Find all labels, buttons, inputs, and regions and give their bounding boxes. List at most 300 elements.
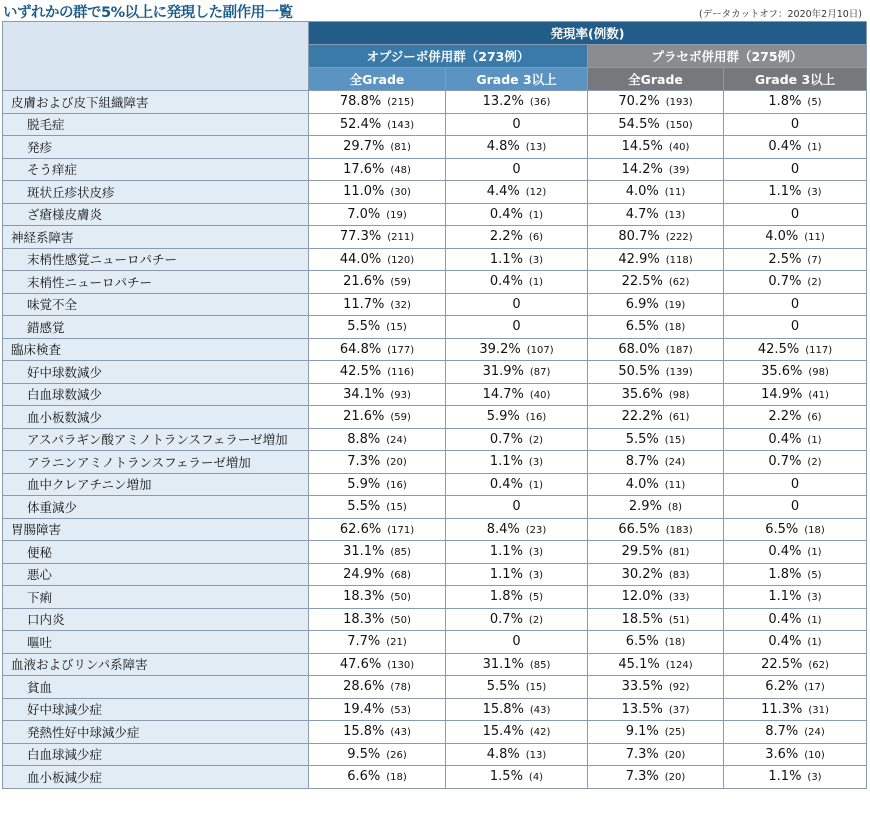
cell-placebo-grade3 — [724, 338, 867, 361]
cell-opdivo-grade3 — [446, 473, 588, 496]
rate-value: 1.1% — [489, 454, 523, 470]
reaction-label: 斑状丘疹状皮疹 — [3, 181, 309, 204]
rate-value: 8.7% — [625, 454, 659, 470]
case-count: (12) — [525, 187, 547, 199]
rate-value: 0.4% — [768, 139, 802, 155]
cell-placebo-grade3 — [724, 406, 867, 429]
rate-value: 0.7% — [768, 274, 802, 290]
case-count: (222) — [665, 232, 693, 244]
case-count: (1) — [528, 209, 544, 221]
cell-opdivo-grade3 — [446, 653, 588, 676]
rate-value: 47.6% — [339, 656, 382, 672]
rate-value: 42.9% — [618, 251, 660, 267]
rate-value: 6.5% — [625, 319, 659, 335]
cell-opdivo-all-grade — [309, 518, 446, 541]
rate-value: 4.8% — [486, 139, 520, 155]
rate-value: 66.5% — [618, 521, 660, 537]
rate-value: 42.5% — [757, 341, 800, 357]
cell-placebo-grade3 — [724, 698, 867, 721]
case-count: (3) — [528, 547, 544, 559]
cell-opdivo-grade3 — [446, 293, 588, 316]
rate-value: 18.5% — [621, 611, 663, 627]
cell-opdivo-grade3 — [446, 406, 588, 429]
cell-placebo-grade3 — [724, 766, 867, 789]
case-count: (20) — [664, 749, 686, 761]
rate-value: 0 — [790, 476, 800, 492]
reaction-label: 錯感覚 — [3, 316, 309, 339]
table-row — [3, 451, 867, 474]
case-count: (17) — [804, 682, 825, 694]
case-count: (41) — [808, 389, 829, 401]
cell-opdivo-grade3 — [446, 383, 588, 406]
cell-placebo-grade3 — [724, 226, 867, 249]
rate-value: 4.4% — [486, 184, 520, 200]
cell-opdivo-grade3 — [446, 181, 588, 204]
rate-value: 22.5% — [761, 656, 803, 672]
rate-value: 0 — [790, 116, 800, 132]
cell-placebo-all-grade — [588, 271, 724, 294]
reaction-label: 発疹 — [3, 136, 309, 159]
cell-placebo-all-grade — [588, 766, 724, 789]
cell-opdivo-all-grade — [309, 383, 446, 406]
cell-placebo-all-grade — [588, 541, 724, 564]
cell-placebo-all-grade — [588, 698, 724, 721]
case-count: (15) — [664, 434, 686, 446]
rate-value: 0.4% — [768, 544, 802, 560]
case-count: (68) — [390, 569, 411, 581]
rate-value: 2.9% — [628, 499, 662, 515]
case-count: (48) — [390, 164, 411, 176]
case-count: (11) — [664, 187, 686, 199]
category-label: 皮膚および皮下組織障害 — [3, 91, 309, 114]
rate-value: 45.1% — [618, 656, 660, 672]
table-row — [3, 338, 867, 361]
case-count: (5) — [528, 592, 544, 604]
cell-opdivo-all-grade — [309, 721, 446, 744]
cell-placebo-grade3 — [724, 721, 867, 744]
cell-opdivo-grade3 — [446, 676, 588, 699]
rate-value: 0.4% — [489, 206, 523, 222]
table-row — [3, 226, 867, 249]
category-label: 神経系障害 — [3, 226, 309, 249]
rate-value: 2.2% — [768, 409, 802, 425]
rate-value: 0.7% — [768, 454, 802, 470]
case-count: (87) — [529, 367, 551, 379]
cell-placebo-grade3 — [724, 316, 867, 339]
case-count: (19) — [386, 209, 407, 221]
rate-value: 6.5% — [765, 521, 799, 537]
rate-value: 1.1% — [489, 566, 523, 582]
case-count: (42) — [529, 727, 551, 739]
table-row — [3, 248, 867, 271]
cell-opdivo-all-grade — [309, 181, 446, 204]
rate-value: 33.5% — [621, 679, 663, 695]
case-count: (1) — [807, 142, 822, 154]
cell-placebo-grade3 — [724, 518, 867, 541]
cell-placebo-all-grade — [588, 181, 724, 204]
case-count: (26) — [386, 749, 407, 761]
case-count: (117) — [805, 344, 833, 356]
case-count: (18) — [804, 524, 825, 536]
rate-value: 22.2% — [621, 409, 663, 425]
case-count: (40) — [668, 142, 690, 154]
case-count: (59) — [390, 277, 411, 289]
case-count: (39) — [668, 164, 690, 176]
reaction-label: ざ瘡様皮膚炎 — [3, 203, 309, 226]
rate-value: 31.9% — [482, 364, 524, 380]
case-count: (1) — [807, 614, 822, 626]
rate-value: 1.1% — [489, 251, 523, 267]
case-count: (5) — [807, 97, 822, 109]
cell-placebo-grade3 — [724, 541, 867, 564]
cell-opdivo-grade3 — [446, 721, 588, 744]
cell-placebo-all-grade — [588, 496, 724, 519]
rate-value: 7.3% — [347, 454, 381, 470]
cell-placebo-all-grade — [588, 473, 724, 496]
rate-value: 21.6% — [343, 274, 385, 290]
rate-value: 35.6% — [761, 364, 803, 380]
rate-value: 78.8% — [339, 94, 382, 110]
rate-value: 14.7% — [482, 386, 524, 402]
cell-opdivo-all-grade — [309, 608, 446, 631]
rate-value: 12.0% — [621, 589, 663, 605]
rate-value: 5.5% — [625, 431, 659, 447]
cell-opdivo-grade3 — [446, 226, 588, 249]
cell-placebo-grade3 — [724, 113, 867, 136]
rate-value: 24.9% — [343, 566, 385, 582]
case-count: (15) — [525, 682, 547, 694]
cell-placebo-all-grade — [588, 451, 724, 474]
case-count: (1) — [528, 479, 544, 491]
rate-value: 6.9% — [625, 296, 659, 312]
cell-opdivo-all-grade — [309, 743, 446, 766]
cell-opdivo-all-grade — [309, 473, 446, 496]
rate-value: 3.6% — [765, 746, 799, 762]
rate-value: 35.6% — [621, 386, 663, 402]
rate-value: 31.1% — [482, 656, 524, 672]
reaction-label: 下痢 — [3, 586, 309, 609]
case-count: (177) — [387, 344, 415, 356]
cell-placebo-grade3 — [724, 563, 867, 586]
rate-value: 0.4% — [489, 274, 523, 290]
cell-opdivo-grade3 — [446, 158, 588, 181]
rate-value: 64.8% — [339, 341, 382, 357]
case-count: (1) — [807, 434, 822, 446]
table-row — [3, 181, 867, 204]
case-count: (215) — [387, 97, 415, 109]
case-count: (183) — [665, 524, 693, 536]
rate-value: 42.5% — [339, 364, 382, 380]
table-row — [3, 496, 867, 519]
table-row — [3, 743, 867, 766]
case-count: (93) — [390, 389, 411, 401]
case-count: (62) — [808, 659, 829, 671]
rate-value: 77.3% — [339, 229, 382, 245]
table-row — [3, 91, 867, 114]
case-count: (36) — [529, 97, 551, 109]
rate-value: 68.0% — [618, 341, 660, 357]
case-count: (20) — [664, 772, 686, 784]
cell-placebo-grade3 — [724, 248, 867, 271]
case-count: (193) — [665, 97, 693, 109]
cell-opdivo-all-grade — [309, 248, 446, 271]
cell-placebo-grade3 — [724, 743, 867, 766]
case-count: (3) — [807, 592, 822, 604]
data-cutoff-note: (データカットオフ：2020年2月10日) — [698, 9, 862, 20]
rate-value: 0.7% — [489, 431, 523, 447]
page-title: いずれかの群で5%以上に発現した副作用一覧 — [3, 5, 293, 21]
rate-value: 14.2% — [621, 161, 663, 177]
cell-opdivo-grade3 — [446, 136, 588, 159]
reaction-label: 味覚不全 — [3, 293, 309, 316]
rate-value: 1.8% — [768, 94, 802, 110]
table-row — [3, 608, 867, 631]
cell-placebo-all-grade — [588, 586, 724, 609]
case-count: (40) — [529, 389, 551, 401]
table-row — [3, 766, 867, 789]
case-count: (107) — [526, 344, 554, 356]
cell-opdivo-all-grade — [309, 91, 446, 114]
rate-value: 1.1% — [768, 589, 802, 605]
case-count: (24) — [386, 434, 407, 446]
rate-value: 5.9% — [486, 409, 520, 425]
case-count: (13) — [525, 142, 547, 154]
case-count: (118) — [665, 254, 693, 266]
table-row — [3, 203, 867, 226]
cell-placebo-all-grade — [588, 158, 724, 181]
table-row — [3, 586, 867, 609]
cell-placebo-all-grade — [588, 293, 724, 316]
cell-opdivo-all-grade — [309, 113, 446, 136]
rate-value: 1.8% — [489, 589, 523, 605]
table-row — [3, 541, 867, 564]
cell-placebo-all-grade — [588, 676, 724, 699]
rate-value: 1.1% — [489, 544, 523, 560]
reaction-label: 血小板数減少 — [3, 406, 309, 429]
cell-placebo-all-grade — [588, 361, 724, 384]
cell-opdivo-grade3 — [446, 271, 588, 294]
rate-value: 0 — [790, 319, 800, 335]
case-count: (18) — [664, 322, 686, 334]
rate-value: 39.2% — [479, 341, 521, 357]
table-row — [3, 676, 867, 699]
rate-value: 0.7% — [489, 611, 523, 627]
case-count: (18) — [664, 637, 686, 649]
rate-value: 7.0% — [347, 206, 381, 222]
table-row — [3, 698, 867, 721]
case-count: (24) — [804, 727, 825, 739]
case-count: (53) — [390, 704, 411, 716]
cell-opdivo-all-grade — [309, 271, 446, 294]
case-count: (15) — [386, 322, 407, 334]
cell-placebo-all-grade — [588, 743, 724, 766]
cell-opdivo-grade3 — [446, 541, 588, 564]
rate-value: 0.4% — [768, 431, 802, 447]
case-count: (15) — [386, 502, 407, 514]
cell-opdivo-grade3 — [446, 248, 588, 271]
rate-value: 4.7% — [625, 206, 659, 222]
cell-opdivo-all-grade — [309, 766, 446, 789]
case-count: (150) — [665, 119, 693, 131]
case-count: (19) — [664, 299, 686, 311]
table-row — [3, 271, 867, 294]
rate-value: 7.3% — [625, 746, 659, 762]
rate-value: 0 — [512, 319, 521, 335]
cell-placebo-grade3 — [724, 676, 867, 699]
reaction-label: 脱毛症 — [3, 113, 309, 136]
cell-opdivo-all-grade — [309, 203, 446, 226]
case-count: (120) — [387, 254, 415, 266]
case-count: (51) — [668, 614, 690, 626]
cell-opdivo-grade3 — [446, 316, 588, 339]
rate-value: 44.0% — [339, 251, 382, 267]
reaction-label: 好中球減少症 — [3, 698, 309, 721]
table-row — [3, 721, 867, 744]
cell-placebo-grade3 — [724, 293, 867, 316]
case-count: (98) — [668, 389, 690, 401]
header-group-opdivo: オプジーボ併用群（273例） — [309, 45, 588, 68]
rate-value: 7.7% — [347, 634, 381, 650]
case-count: (37) — [668, 704, 690, 716]
case-count: (3) — [528, 457, 544, 469]
header-placebo-all-grade: 全Grade — [588, 68, 724, 91]
rate-value: 11.3% — [761, 701, 803, 717]
cell-placebo-grade3 — [724, 203, 867, 226]
case-count: (23) — [525, 524, 547, 536]
rate-value: 6.5% — [625, 634, 659, 650]
rate-value: 8.4% — [486, 521, 520, 537]
table-body — [3, 91, 867, 789]
case-count: (50) — [390, 592, 411, 604]
cell-placebo-grade3 — [724, 586, 867, 609]
case-count: (187) — [665, 344, 693, 356]
rate-value: 6.2% — [765, 679, 799, 695]
cell-placebo-grade3 — [724, 136, 867, 159]
cell-opdivo-grade3 — [446, 766, 588, 789]
reaction-label: アラニンアミノトランスフェラーゼ増加 — [3, 451, 309, 474]
header-placebo-grade3: Grade 3以上 — [724, 68, 867, 91]
cell-placebo-grade3 — [724, 653, 867, 676]
rate-value: 4.8% — [486, 746, 520, 762]
case-count: (3) — [528, 569, 544, 581]
rate-value: 21.6% — [343, 409, 385, 425]
case-count: (139) — [665, 367, 693, 379]
cell-placebo-all-grade — [588, 518, 724, 541]
case-count: (59) — [390, 412, 411, 424]
cell-placebo-grade3 — [724, 496, 867, 519]
case-count: (16) — [386, 479, 407, 491]
case-count: (30) — [390, 187, 411, 199]
cell-opdivo-grade3 — [446, 361, 588, 384]
rate-value: 80.7% — [618, 229, 660, 245]
cell-opdivo-grade3 — [446, 698, 588, 721]
case-count: (10) — [804, 749, 825, 761]
cell-placebo-all-grade — [588, 113, 724, 136]
rate-value: 1.1% — [768, 769, 802, 785]
case-count: (2) — [807, 457, 822, 469]
case-count: (124) — [665, 659, 693, 671]
rate-value: 0.4% — [768, 611, 802, 627]
table-row — [3, 518, 867, 541]
cell-placebo-all-grade — [588, 721, 724, 744]
case-count: (25) — [664, 727, 686, 739]
adverse-reactions-table — [2, 21, 867, 789]
case-count: (2) — [528, 434, 544, 446]
rate-value: 0 — [512, 161, 521, 177]
table-row — [3, 136, 867, 159]
cell-opdivo-grade3 — [446, 608, 588, 631]
rate-value: 29.5% — [621, 544, 663, 560]
reaction-label: 血中クレアチニン増加 — [3, 473, 309, 496]
reaction-label: 貧血 — [3, 676, 309, 699]
category-label: 胃腸障害 — [3, 518, 309, 541]
reaction-label: 便秘 — [3, 541, 309, 564]
case-count: (43) — [390, 727, 411, 739]
case-count: (61) — [668, 412, 690, 424]
cell-placebo-grade3 — [724, 271, 867, 294]
rate-value: 1.1% — [768, 184, 802, 200]
rate-value: 62.6% — [339, 521, 382, 537]
reaction-label: 悪心 — [3, 563, 309, 586]
rate-value: 9.1% — [625, 724, 659, 740]
reaction-label: 末梢性ニューロパチー — [3, 271, 309, 294]
case-count: (5) — [807, 569, 822, 581]
cell-opdivo-all-grade — [309, 586, 446, 609]
cell-opdivo-grade3 — [446, 451, 588, 474]
rate-value: 0 — [790, 161, 800, 177]
case-count: (16) — [525, 412, 547, 424]
cell-opdivo-all-grade — [309, 496, 446, 519]
case-count: (13) — [664, 209, 686, 221]
table-row — [3, 653, 867, 676]
table-row — [3, 383, 867, 406]
case-count: (81) — [668, 547, 690, 559]
case-count: (85) — [390, 547, 411, 559]
cell-placebo-grade3 — [724, 608, 867, 631]
case-count: (21) — [386, 637, 407, 649]
rate-value: 0 — [512, 634, 521, 650]
case-count: (1) — [528, 277, 544, 289]
cell-placebo-all-grade — [588, 428, 724, 451]
rate-value: 29.7% — [343, 139, 385, 155]
rate-value: 1.8% — [768, 566, 802, 582]
cell-placebo-all-grade — [588, 91, 724, 114]
cell-placebo-all-grade — [588, 631, 724, 654]
category-label: 血液およびリンパ系障害 — [3, 653, 309, 676]
table-row — [3, 293, 867, 316]
case-count: (3) — [807, 772, 822, 784]
rate-value: 11.0% — [343, 184, 385, 200]
case-count: (211) — [387, 232, 415, 244]
cell-opdivo-grade3 — [446, 428, 588, 451]
cell-placebo-all-grade — [588, 248, 724, 271]
rate-value: 8.7% — [765, 724, 799, 740]
cell-opdivo-all-grade — [309, 316, 446, 339]
case-count: (24) — [664, 457, 686, 469]
rate-value: 4.0% — [625, 476, 659, 492]
cell-placebo-grade3 — [724, 158, 867, 181]
rate-value: 0 — [512, 296, 521, 312]
cell-placebo-grade3 — [724, 451, 867, 474]
cell-opdivo-grade3 — [446, 631, 588, 654]
case-count: (2) — [528, 614, 544, 626]
reaction-label: 好中球数減少 — [3, 361, 309, 384]
case-count: (78) — [390, 682, 411, 694]
rate-value: 1.5% — [489, 769, 523, 785]
rate-value: 0 — [512, 116, 521, 132]
cell-opdivo-grade3 — [446, 496, 588, 519]
cell-placebo-all-grade — [588, 316, 724, 339]
